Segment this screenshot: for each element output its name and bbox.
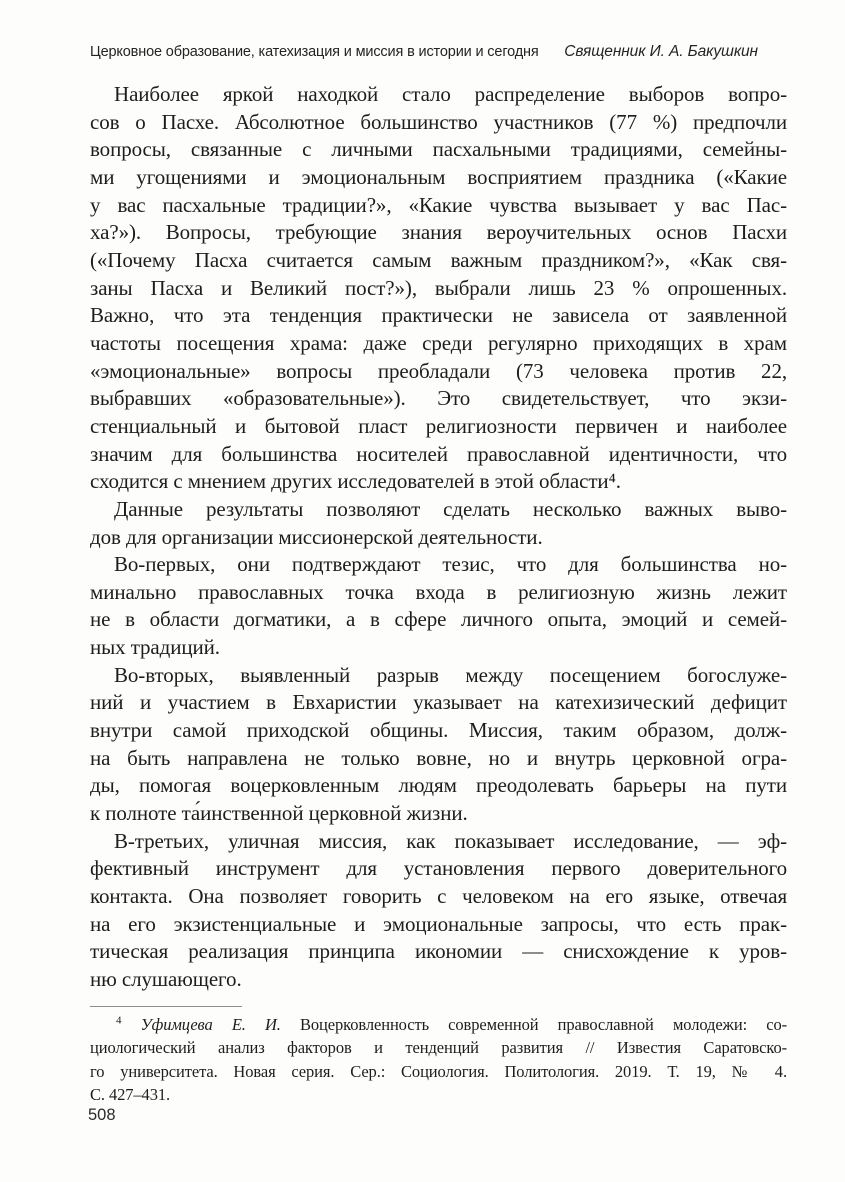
body-line: контакта. Она позволяет говорить с человеком на его языке, отвечая	[90, 884, 787, 909]
body-line: заны Пасха и Великий пост?»), выбрали лишь 23 % опрошенных.	[90, 275, 787, 300]
body-line: В-третьих, уличная миссия, как показывает исследование, — эф-	[114, 828, 787, 853]
body-line: ных традиций.	[90, 635, 220, 660]
body-line: к полноте та́инственной церковной жизни.	[90, 801, 468, 826]
body-line: ню слушающего.	[90, 967, 242, 991]
body-line: частоты посещения храма: даже среди регулярно приходящих в храм	[90, 330, 787, 355]
body-line: дов для организации миссионерской деятельности.	[90, 524, 543, 549]
footnote-author: Уфимцева Е. И.	[140, 1014, 281, 1034]
body-line: внутри самой приходской общины. Миссия, таким образом, долж-	[90, 718, 787, 743]
body-line: минально православных точка входа в религиозную жизнь лежит	[90, 579, 787, 604]
body-line: выбравших «образовательные»). Это свидетельствует, что экзи-	[90, 386, 787, 411]
running-head-title: Церковное образование, катехизация и миссия в истории и сегодня	[90, 44, 539, 60]
footnote-rule	[90, 1006, 242, 1007]
body-text	[90, 81, 787, 994]
body-line: сов о Пасхе. Абсолютное большинство участников (77 %) предпочли	[90, 109, 787, 134]
body-line: Наиболее яркой находкой стало распределение выборов вопро-	[114, 82, 787, 106]
footnote-rest	[90, 1036, 787, 1107]
footnote-line: С. 427–431.	[90, 1085, 171, 1105]
body-line: тическая реализация принципа икономии — снисхождение к уров-	[90, 939, 787, 964]
footnote-line: циологический анализ факторов и тенденций развития // Известия Саратовско-	[90, 1038, 787, 1058]
body-line: значим для большинства носителей православной идентичности, что	[90, 441, 787, 466]
footnote-marker: 4	[116, 1014, 122, 1027]
footnote-first-line-text: Воцерковленность современной православной молодежи: со-	[300, 1014, 787, 1034]
running-head	[90, 42, 787, 62]
page-number: 508	[88, 1106, 116, 1124]
body-line: сходится с мнением других исследователей в этой области⁴.	[90, 469, 621, 494]
body-line: ха?»). Вопросы, требующие знания вероучительных основ Пасхи	[90, 220, 787, 245]
body-line: фективный инструмент для установления первого доверительного	[90, 856, 787, 881]
body-line: ний и участием в Евхаристии указывает на катехизический дефицит	[90, 690, 787, 715]
body-line: Важно, что эта тенденция практически не зависела от заявленной	[90, 303, 787, 328]
body-line: Данные результаты позволяют сделать несколько важных выво-	[114, 496, 787, 521]
body-line: у вас пасхальные традиции?», «Какие чувства вызывает у вас Пас-	[90, 192, 787, 217]
body-line: не в области догматики, а в сфере личного опыта, эмоций и семей-	[90, 607, 787, 632]
body-line: Во-первых, они подтверждают тезис, что для большинства но-	[114, 552, 787, 577]
body-line: («Почему Пасха считается самым важным праздником?», «Как свя-	[90, 247, 787, 272]
body-line: вопросы, связанные с личными пасхальными традициями, семейны-	[90, 137, 787, 162]
body-line: ды, помогая воцерковленным людям преодолевать барьеры на пути	[90, 773, 787, 798]
body-line: ми угощениями и эмоциональным восприятием праздника («Какие	[90, 164, 787, 189]
footnote-first-line	[90, 1013, 787, 1037]
running-head-author: Священник И. А. Бакушкин	[564, 43, 758, 60]
body-line: на его экзистенциальные и эмоциональные запросы, что есть прак-	[90, 911, 787, 936]
body-line: «эмоциональные» вопросы преобладали (73 человека против 22,	[90, 358, 787, 383]
footnote	[90, 1006, 787, 1107]
footnote-line: го университета. Новая серия. Сер.: Социология. Политология. 2019. Т. 19, № 4.	[90, 1061, 787, 1081]
body-line: стенциальный и бытовой пласт религиозности первичен и наиболее	[90, 413, 787, 438]
body-line: Во-вторых, выявленный разрыв между посещением богослуже-	[114, 662, 787, 687]
body-line: на быть направлена не только вовне, но и внутрь церковной огра-	[90, 745, 787, 770]
